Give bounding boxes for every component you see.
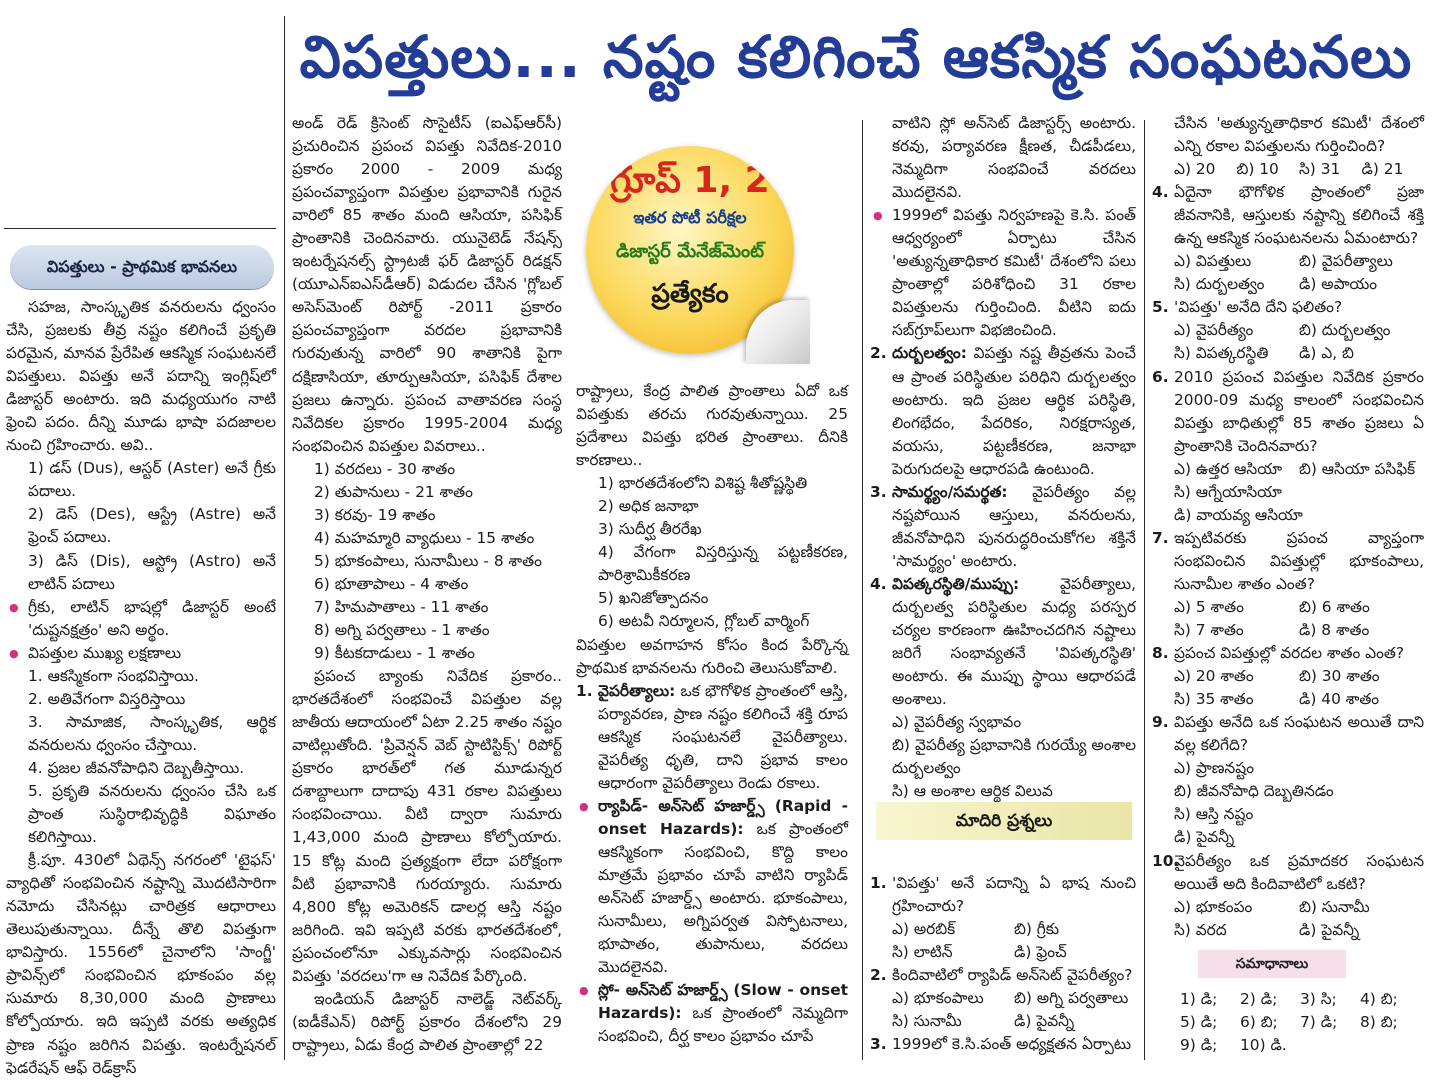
- term-label: స్లో- అన్‌సెట్ హజార్డ్స్ (Slow - onset Hazards):: [598, 981, 848, 1023]
- question-text: చేసిన 'అత్యున్నతాధికార కమిటీ' దేశంలో ఎన్ని రకాల విపత్తులను గుర్తించింది?: [1174, 114, 1424, 156]
- question-options: [870, 941, 1136, 964]
- option: ఎ) విపత్తులు: [1174, 252, 1252, 271]
- option: డి) పైవన్నీ: [1174, 828, 1235, 847]
- intro-paragraph: సహజ, సాంస్కృతిక వనరులను ధ్వంసం చేసి, ప్రజలకు తీవ్ర నష్టం కలిగించే ప్రకృతి పరమైన, మానవ ప్రేరేపిత ఆకస్మిక సంఘటనలే విపత్తులు. విపత్తు అనే పదాన్ని ఇంగ్లిష్‌లో డిజాస్టర్ అంటారు. ఇది మధ్యయుగం నాటి ఫ్రెంచి పదం. దీన్ని మూడు భాషా పదజాలల నుంచి గ్రహించారు. అవి..: [6, 298, 276, 455]
- option: ఎ) 20 శాతం: [1174, 667, 1254, 686]
- question-item: 8. ప్రపంచ విపత్తుల్లో వరదల శాతం ఎంత?: [1152, 644, 1405, 663]
- question-options: [1152, 688, 1424, 711]
- section-rule: [4, 228, 276, 229]
- column-5: [1152, 112, 1424, 942]
- concepts-lead: విపత్తుల అవగాహన కోసం కింద పేర్కొన్న ప్రాథమిక భావనలను గురించి తెలుసుకోవాలి.: [576, 635, 848, 677]
- question-options: [1152, 158, 1424, 181]
- question-text: 'విపత్తు' అనే పదాన్ని ఏ భాష నుంచి గ్రహించారు?: [892, 874, 1136, 916]
- question-item: 1. 'విపత్తు' అనే పదాన్ని ఏ భాష నుంచి గ్రహించారు?: [870, 874, 1136, 916]
- option: బి) సునామీ: [1299, 897, 1370, 916]
- stat-item: 5) భూకంపాలు, సునామీలు - 8 శాతం: [314, 551, 542, 570]
- question-text: ఏదైనా భౌగోళిక ప్రాంతంలో ప్రజా జీవనానికి, ఆస్తులకు నష్టాన్ని కలిగించే శక్తి ఉన్న ఆకస్మిక సంఘటనలను ఏమంటారు?: [1174, 183, 1424, 248]
- option: సి) ఆస్తి నష్టం: [1174, 805, 1254, 824]
- column-4-questions: [870, 872, 1136, 1056]
- term-text: వైపరీత్యం వల్ల నష్టపోయిన ఆస్తులు, వనరులను, జీవనోపాధిని పునరుద్ధరించుకోగల శక్తినే 'సామర్థ్యం' అంటారు.: [892, 482, 1136, 570]
- question-text: ఇప్పటివరకు ప్రపంచ వ్యాప్తంగా సంభవించిన విపత్తుల్లో భూకంపాలు, సునామీల శాతం ఎంత?: [1174, 528, 1424, 593]
- option: సి) సునామీ: [892, 1012, 962, 1031]
- question-item: 3. 1999లో కె.సి.పంత్ అధ్యక్షతన ఏర్పాటు: [870, 1035, 1132, 1054]
- reason-item: 5) ఖనిజోత్పాదనం: [598, 589, 709, 608]
- answer: 7) డి;: [1300, 1013, 1338, 1032]
- term-label: ర్యాపిడ్- అన్‌సెట్ హజార్డ్స్ (Rapid - onset Hazards):: [598, 796, 848, 838]
- question-options: [1152, 458, 1424, 481]
- option: ఎ) ఉత్తర ఆసియా: [1174, 459, 1282, 478]
- question-item: 10. వైపరీత్యం ఒక ప్రమాదకర సంఘటన అయితే అది కిందివాటిలో ఒకటి?: [1152, 851, 1424, 893]
- question-options: [1152, 919, 1424, 942]
- stat-item: 2) తుపానులు - 21 శాతం: [314, 482, 473, 501]
- reason-item: 3) సుదీర్ఘ తీరరేఖ: [598, 520, 702, 539]
- answer: 2) డి;: [1240, 990, 1278, 1008]
- option: డి) అపాయం: [1299, 275, 1378, 294]
- stat-item: 3) కరవు- 19 శాతం: [314, 505, 436, 524]
- answer: 1) డి;: [1180, 990, 1218, 1008]
- badge-special: ప్రత్యేకం: [651, 279, 729, 309]
- column-1: [6, 296, 276, 1080]
- feature-item: 5. ప్రకృతి వనరులను ధ్వంసం చేసి ఒక ప్రాంత సుస్థిరాభివృద్ధికి విఘాతం కలిగిస్తాయి.: [28, 781, 276, 847]
- option: సి) విపత్కరస్థితి: [1174, 344, 1269, 363]
- option: సి) దుర్బలత్వం: [1174, 275, 1265, 294]
- question-text: విపత్తు అనేది ఒక సంఘటన అయితే దాని వల్ల కలిగేది?: [1174, 713, 1424, 755]
- question-item: 4. ఏదైనా భౌగోళిక ప్రాంతంలో ప్రజా జీవనానికి, ఆస్తులకు నష్టాన్ని కలిగించే శక్తి ఉన్న ఆకస్మిక సంఘటనలను ఏమంటారు?: [1152, 183, 1424, 248]
- capacity-definition: 3. సామర్థ్యం/సమర్థత: వైపరీత్యం వల్ల నష్టపోయిన ఆస్తులు, వనరులను, జీవనోపాధిని పునరుద్ధరించుకోగల శక్తినే 'సామర్థ్యం' అంటారు.: [870, 482, 1136, 570]
- option: బి) గ్రీకు: [1014, 920, 1060, 939]
- rapid-onset-item: [576, 795, 848, 979]
- option: డి) ఎ, బి: [1299, 344, 1354, 363]
- origin-item: 2) డెస్ (Des), ఆస్ట్రే (Astre) అనే ఫ్రెంచ్ పదాలు.: [28, 505, 276, 547]
- answers-row: [1180, 1034, 1420, 1057]
- idkn-paragraph: ఇండియన్ డిజాస్టర్ నాలెడ్జ్ నెట్‌వర్క్ (ఐడీకేఎన్) రిపోర్ట్ ప్రకారం దేశంలోని 29 రాష్ట్రాలు, ఏడు కేంద్ర పాలిత ప్రాంతాల్లో 22: [292, 989, 562, 1054]
- option: ఎ) ప్రాణనష్టం: [1174, 759, 1255, 778]
- option: డి) 21: [1361, 160, 1404, 179]
- option: సి) 7 శాతం: [1174, 621, 1244, 640]
- feature-item: 4. ప్రజల జీవనోపాధిని దెబ్బతీస్తాయి.: [28, 758, 245, 777]
- option: బి) ఆసియా పసిఫిక్: [1299, 459, 1416, 478]
- answer: 5) డి;: [1180, 1013, 1218, 1032]
- origin-item: 3) డిస్ (Dis), ఆస్ట్రో (Astro) అనే లాటిన్ పదాలు: [28, 551, 276, 593]
- option: సి) 35 శాతం: [1174, 690, 1254, 709]
- column-4: [870, 112, 1136, 803]
- question-text: ప్రపంచ విపత్తుల్లో వరదల శాతం ఎంత?: [1174, 644, 1405, 663]
- question-text: 'విపత్తు' అనేది దేని ఫలితం?: [1174, 298, 1343, 317]
- bullet-item: ● విపత్తుల ముఖ్య లక్షణాలు: [6, 642, 276, 665]
- feature-item: 1. ఆకస్మికంగా సంభవిస్తాయి.: [28, 666, 199, 685]
- question-options: [1152, 665, 1424, 688]
- term-label: సామర్థ్యం/సమర్థత:: [892, 482, 1008, 501]
- question-text: వైపరీత్యం ఒక ప్రమాదకర సంఘటన అయితే అది కిందివాటిలో ఒకటి?: [1174, 851, 1424, 893]
- states-paragraph: రాష్ట్రాలు, కేంద్ర పాలిత ప్రాంతాలు ఏదో ఒక విపత్తుకు తరచు గురవుతున్నాయి. 25 ప్రదేశాలు విపత్తు భరిత ప్రాంతాలు. దీనికి కారణాలు..: [576, 382, 848, 470]
- question-options: [1152, 250, 1424, 273]
- risk-factor: ఎ) వైపరీత్య స్వభావం: [892, 713, 1022, 732]
- question-options: [870, 918, 1136, 941]
- badge-group-label: గ్రూప్ 1, 2: [610, 160, 770, 201]
- question-item: 2. కిందివాటిలో ర్యాపిడ్ అన్‌సెట్ వైపరీత్యం?: [870, 966, 1133, 985]
- option: బి) 10: [1236, 160, 1279, 179]
- answer: 10) డి.: [1240, 1036, 1287, 1055]
- badge-other-exams: ఇతర పోటీ పరీక్షల: [633, 208, 747, 227]
- slow-onset-item: [576, 979, 848, 1048]
- section-heading-basics: విపత్తులు - ప్రాథమిక భావనలు: [10, 245, 274, 289]
- feature-item: 2. అతివేగంగా విస్తరిస్తాయి: [28, 689, 186, 708]
- question-text: 1999లో కె.సి.పంత్ అధ్యక్షతన ఏర్పాటు: [892, 1035, 1132, 1054]
- option: సి) వరద: [1174, 920, 1227, 939]
- option: డి) 40 శాతం: [1299, 690, 1380, 709]
- term-text: ఒక ప్రాంతంలో ఆకస్మికంగా సంభవించి, కొద్ది కాలం మాత్రమే ప్రభావం చూపే వాటిని ర్యాపిడ్ అన్‌సెట్ హజార్డ్స్ అంటారు. భూకంపాలు, సునామీలు, అగ్నిపర్వత విస్ఫోటనాలు, భూపాతం, తుపానులు, వరదలు మొదలైనవి.: [598, 819, 848, 977]
- ifrc-paragraph: అండ్ రెడ్ క్రిసెంట్ సొసైటీస్ (ఐఎఫ్‌ఆర్‌సీ) ప్రచురించిన ప్రపంచ విపత్తు నివేదిక-2010 ప్రకారం 2000 - 2009 మధ్య ప్రపంచవ్యాప్తంగా విపత్తుల ప్రభావానికి గురైన వారిలో 85 శాతం మంది ఆసియా, పసిఫిక్ ప్రాంతానికి చెందినవారు. యునైటెడ్ నేషన్స్ ఇంటర్నేషనల్స్ స్ట్రాటజీ ఫర్ డిజాస్టర్ రిడక్షన్ (యూఎన్ఐఎస్‌డీఆర్) విడుదల చేసిన 'గ్లోబల్ అసెస్‌మెంట్ రిపోర్ట్ -2011 ప్రకారం ప్రపంచవ్యాప్తంగా వరదల ప్రభావానికి గురవుతున్న వారిలో 90 శాతానికి పైగా దక్షిణాసియా, తూర్పుఆసియా, పసిఫిక్ దేశాల ప్రజలు ఉన్నారు. ప్రపంచ వాతావరణ సంస్థ నివేదికల ప్రకారం 1995-2004 మధ్య సంభవించిన విపత్తుల వివరాలు..: [292, 114, 562, 455]
- answers-block: [1180, 988, 1420, 1057]
- question-item: 9. విపత్తు అనేది ఒక సంఘటన అయితే దాని వల్ల కలిగేది?: [1152, 713, 1424, 755]
- reason-item: 4) వేగంగా విస్తరిస్తున్న పట్టణీకరణ, పారిశ్రామికీకరణ: [598, 543, 848, 585]
- option: బి) జీవనోపాధి దెబ్బతినడం: [1174, 782, 1334, 801]
- question-options: [1152, 273, 1424, 296]
- option: డి) 8 శాతం: [1299, 621, 1370, 640]
- term-text: విపత్తు నష్ట తీవ్రతను పెంచే ఆ ప్రాంత పరిస్థితుల పరిధిని దుర్బలత్వం అంటారు. ఇది ప్రజల ఆర్థిక పరిస్థితి, లింగభేదం, పేదరికం, నిరక్షరాస్యత, వయసు, పట్టణీకరణ, జనాభా పెరుగుదలపై ఆధారపడి ఉంటుంది.: [892, 344, 1136, 478]
- answer: 3) సి;: [1300, 990, 1337, 1008]
- option: ఎ) వైపరీత్యం: [1174, 321, 1254, 340]
- term-label: విపత్కరస్థితి/ముప్పు:: [892, 574, 1020, 593]
- column-2: [292, 112, 562, 1057]
- risk-factor: సి) ఆ అంశాల ఆర్థిక విలువ: [892, 782, 1053, 801]
- term-text: ఒక భౌగోళిక ప్రాంతంలో ఆస్తి, పర్యావరణ, ప్రాణ నష్టం కలిగించే శక్తి రూప ఆకస్మిక సంఘటనలే వైపరీత్యాలు. వైపరీత్య ధృతి, దాని ప్రభావ కాలం ఆధారంగా వైపరీత్యాలు రెండు రకాలు.: [598, 681, 848, 792]
- option: బి) అగ్ని పర్వతాలు: [1014, 989, 1129, 1008]
- answer: 8) బి;: [1360, 1013, 1398, 1032]
- question-options: [870, 987, 1136, 1010]
- badge-disaster-management: డిజాస్టర్ మేనేజ్‌మెంట్: [615, 241, 765, 262]
- model-questions-heading: మాదిరి ప్రశ్నలు: [876, 802, 1132, 840]
- stat-item: 7) హిమపాతాలు - 11 శాతం: [314, 597, 489, 616]
- option: డి) ఫ్రెంచ్: [1014, 943, 1067, 962]
- option: ఎ) 5 శాతం: [1174, 597, 1244, 616]
- reason-item: 2) అధిక జనాభా: [598, 497, 699, 516]
- option: సి) లాటిన్: [892, 943, 953, 962]
- stat-item: 6) భూతాపాలు - 4 శాతం: [314, 574, 469, 593]
- question-options: [870, 1010, 1136, 1033]
- question-options: [1152, 596, 1424, 619]
- option: డి) వాయవ్య ఆసియా: [1174, 505, 1303, 524]
- stat-item: 9) కీటకదాడులు - 1 శాతం: [314, 644, 475, 663]
- reason-item: 6) అటవీ నిర్మూలన, గ్లోబల్ వార్మింగ్: [598, 612, 810, 631]
- history-paragraph: క్రీ.పూ. 430లో ఏథెన్స్ నగరంలో 'టైఫస్' వ్యాధితో సంభవించిన నష్టాన్ని మొదటిసారిగా నమోదు చేసినట్లు చారిత్రక ఆధారాలు తెలుపుతున్నాయి. దీన్నే తొలి విపత్తుగా భావిస్తారు. 1556లో చైనాలోని 'సాంగ్జీ' ప్రావిన్స్‌లో సంభవించిన భూకంపం వల్ల సుమారు 8,30,000 మంది ప్రాణాలు కోల్పోయారు. ఇది ఇప్పటి వరకు అత్యధిక ప్రాణ నష్టం జరిగిన విపత్తు. ఇంటర్నేషనల్ ఫెడరేషన్ ఆఫ్ రెడ్‌క్రాస్: [6, 851, 276, 1077]
- stat-item: 8) అగ్ని పర్వతాలు - 1 శాతం: [314, 621, 490, 640]
- question-text: 2010 ప్రపంచ విపత్తుల నివేదిక ప్రకారం 2000-09 మధ్య కాలంలో సంభవించిన విపత్తు బాధితుల్లో 85 శాతం ప్రజలు ఏ ప్రాంతానికి చెందినవారు?: [1174, 367, 1424, 455]
- question-item: 7. ఇప్పటివరకు ప్రపంచ వ్యాప్తంగా సంభవించిన విపత్తుల్లో భూకంపాలు, సునామీల శాతం ఎంత?: [1152, 528, 1424, 593]
- reason-item: 1) భారతదేశంలోని విశిష్ట శీతోష్ణస్థితి: [598, 474, 808, 493]
- world-bank-paragraph: ప్రపంచ బ్యాంకు నివేదిక ప్రకారం.. భారతదేశంలో సంభవించే విపత్తుల వల్ల జాతీయ ఆదాయంలో ఏటా 2.25 శాతం నష్టం వాటిల్లుతోంది. 'ప్రివెన్షన్ వెబ్ స్టాటిస్టిక్స్' రిపోర్ట్ ప్రకారం భారత్‌లో గత మూడున్నర దశాబ్దాలుగా దాదాపు 431 రకాల విపత్తులు సంభవించాయి. వీటి ద్వారా సుమారు 1,43,000 మంది ప్రాణాలు కోల్పోయారు. 15 కోట్ల మంది ప్రత్యక్షంగా లేదా పరోక్షంగా వీటి ప్రభావానికి గురయ్యారు. సుమారు 4,800 కోట్ల అమెరికన్ డాలర్ల ఆస్తి నష్టం జరిగింది. ఇవి ఇప్పటి వరకు భారతదేశంలో, ప్రపంచంలోనూ ఎక్కువసార్లు సంభవించిన విపత్తు 'వరదలు'గా ఆ నివేదిక పేర్కొంది.: [292, 667, 562, 985]
- stat-item: 1) వరదలు - 30 శాతం: [314, 459, 456, 478]
- answers-row: [1180, 1011, 1420, 1034]
- term-text: వైపరీత్యాలు, దుర్బలత్వ పరిస్థితుల మధ్య పరస్పర చర్యల కారణంగా ఊహించదగిన నష్టాలు జరిగే సంభావ్యతనే 'విపత్కరస్థితి' అంటారు. ఈ ముప్పు స్థాయి ఆధారపడే అంశాలు.: [892, 574, 1136, 709]
- pant-committee-bullet: ● 1999లో విపత్తు నిర్వహణపై కె.సి. పంత్ ఆధ్వర్యంలో ఏర్పాటు చేసిన 'అత్యున్నతాధికార కమిటీ' దేశంలోని పలు ప్రాంతాల్లో పరిశోధించి 31 రకాల విపత్తులను గుర్తించింది. వీటిని ఐదు సబ్‌గ్రూప్‌లుగా విభజించింది.: [870, 204, 1136, 342]
- answers-row: [1180, 988, 1420, 1011]
- question-options: [1152, 319, 1424, 342]
- term-text: ఒక ప్రాంతంలో నెమ్మదిగా సంభవించి, దీర్ఘ కాలం ప్రభావం చూపే: [598, 1004, 848, 1046]
- bullet-item: ● గ్రీకు, లాటిన్ భాషల్లో డిజాస్టర్ అంటే 'దుష్టనక్షత్రం' అని అర్థం.: [6, 596, 276, 642]
- option: డి) పైవన్నీ: [1014, 1012, 1075, 1031]
- origin-item: 1) డస్ (Dus), ఆస్టర్ (Aster) అనే గ్రీకు పదాలు.: [28, 459, 276, 501]
- hazards-definition: 1. వైపరీత్యాలు: ఒక భౌగోళిక ప్రాంతంలో ఆస్తి, పర్యావరణ, ప్రాణ నష్టం కలిగించే శక్తి రూప ఆకస్మిక సంఘటనలే వైపరీత్యాలు. వైపరీత్య ధృతి, దాని ప్రభావ కాలం ఆధారంగా వైపరీత్యాలు రెండు రకాలు.: [576, 681, 848, 792]
- question-item: 5. 'విపత్తు' అనేది దేని ఫలితం?: [1152, 298, 1343, 317]
- question-options: [1152, 619, 1424, 642]
- risk-factor: బి) వైపరీత్య ప్రభావానికి గురయ్యే అంశాల దుర్బలత్వం: [892, 736, 1136, 778]
- question-text: కిందివాటిలో ర్యాపిడ్ అన్‌సెట్ వైపరీత్యం?: [892, 966, 1133, 985]
- question-item: 6. 2010 ప్రపంచ విపత్తుల నివేదిక ప్రకారం 2000-09 మధ్య కాలంలో సంభవించిన విపత్తు బాధితుల్లో 85 శాతం ప్రజలు ఏ ప్రాంతానికి చెందినవారు?: [1152, 367, 1424, 455]
- option: సి) ఆగ్నేయాసియా: [1174, 482, 1282, 501]
- page-title: విపత్తులు... నష్టం కలిగించే ఆకస్మిక సంఘటనలు: [299, 23, 1413, 91]
- slow-onset-continued: వాటిని స్లో అన్‌సెట్ డిజాస్టర్స్ అంటారు. కరవు, పర్యావరణ క్షీణత, చీడపీడలు, నెమ్మదిగా సంభవించే వరదలు మొదలైనవి.: [892, 114, 1136, 202]
- stat-item: 4) మహమ్మారి వ్యాధులు - 15 శాతం: [314, 528, 535, 547]
- option: ఎ) భూకంపాలు: [892, 989, 984, 1008]
- answer: 4) బి;: [1360, 990, 1398, 1008]
- question-options: [1152, 896, 1424, 919]
- column-3: [576, 380, 848, 1048]
- question-options: [1152, 342, 1424, 365]
- option: బి) వైపరీత్యాలు: [1299, 252, 1393, 271]
- vulnerability-definition: 2. దుర్బలత్వం: విపత్తు నష్ట తీవ్రతను పెంచే ఆ ప్రాంత పరిస్థితుల పరిధిని దుర్బలత్వం అంటారు. ఇది ప్రజల ఆర్థిక పరిస్థితి, లింగభేదం, పేదరికం, నిరక్షరాస్యత, వయసు, పట్టణీకరణ, జనాభా పెరుగుదలపై ఆధారపడి ఉంటుంది.: [870, 344, 1136, 478]
- option: బి) దుర్బలత్వం: [1299, 321, 1391, 340]
- term-label: దుర్బలత్వం:: [892, 344, 967, 363]
- option: ఎ) 20: [1174, 160, 1216, 179]
- option: సి) 31: [1299, 160, 1341, 179]
- term-label: వైపరీత్యాలు:: [598, 681, 676, 700]
- column-divider: [862, 120, 863, 1060]
- answer: 6) బి;: [1240, 1013, 1278, 1032]
- option: డి) పైవన్నీ: [1299, 920, 1360, 939]
- risk-definition: 4. విపత్కరస్థితి/ముప్పు: వైపరీత్యాలు, దుర్బలత్వ పరిస్థితుల మధ్య పరస్పర చర్యల కారణంగా ఊహించదగిన నష్టాలు జరిగే సంభావ్యతనే 'విపత్కరస్థితి' అంటారు. ఈ ముప్పు స్థాయి ఆధారపడే అంశాలు.: [870, 574, 1136, 709]
- option: బి) 6 శాతం: [1299, 597, 1370, 616]
- answer: 9) డి;: [1180, 1036, 1218, 1055]
- column-divider: [284, 16, 285, 1060]
- option: ఎ) భూకంపం: [1174, 897, 1253, 916]
- feature-item: 3. సామాజిక, సాంస్కృతిక, ఆర్థిక వనరులను ధ్వంసం చేస్తాయి.: [28, 712, 276, 754]
- option: బి) 30 శాతం: [1299, 667, 1380, 686]
- answers-heading: సమాధానాలు: [1198, 950, 1346, 978]
- option: ఎ) అరబిక్: [892, 920, 956, 939]
- column-divider: [1144, 120, 1145, 1060]
